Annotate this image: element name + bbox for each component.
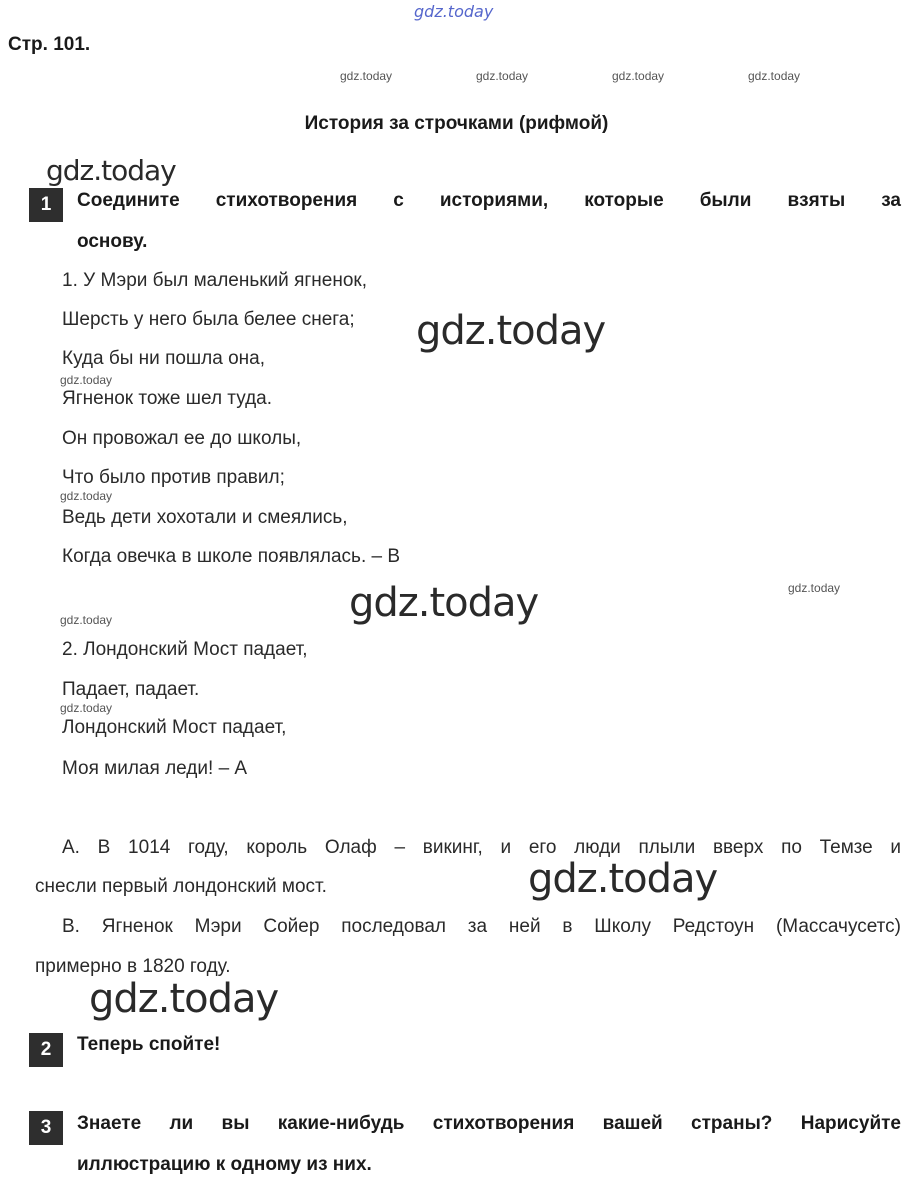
watermark-small: gdz.today: [748, 69, 801, 83]
watermark-small: gdz.today: [60, 613, 113, 627]
poem-line: 1. У Мэри был маленький ягненок,: [62, 270, 367, 291]
poem-line: Шерсть у него была белее снега;: [62, 309, 355, 330]
story-b: В. Ягненок Мэри Сойер последовал за ней в Школу Редстоун (Массачусетс): [62, 916, 901, 937]
watermark-small: gdz.today: [60, 701, 113, 715]
watermark-small: gdz.today: [476, 69, 529, 83]
watermark-small: gdz.today: [60, 373, 113, 387]
watermark-large: gdz.today: [46, 154, 176, 187]
story-a: А. В 1014 году, король Олаф – викинг, и его люди плыли вверх по Темзе и: [62, 837, 901, 858]
poem-line: Куда бы ни пошла она,: [62, 348, 266, 369]
task-number-badge: 1: [29, 188, 63, 222]
poem-line: Что было против правил;: [62, 467, 285, 488]
page-number: Стр. 101.: [8, 34, 91, 55]
task-3-instruction: Знаете ли вы какие-нибудь стихотворения вашей страны? Нарисуйте: [77, 1113, 901, 1134]
task-number-badge: 2: [29, 1033, 63, 1067]
watermark-large: gdz.today: [416, 308, 606, 354]
task-1-instruction-cont: основу.: [77, 231, 148, 252]
poem-line: Ведь дети хохотали и смеялись,: [62, 507, 348, 528]
watermark-small: gdz.today: [788, 581, 841, 595]
watermark-large: gdz.today: [349, 580, 539, 626]
task-2-instruction: Теперь спойте!: [77, 1034, 221, 1055]
watermark-large: gdz.today: [528, 856, 718, 902]
poem-line: Когда овечка в школе появлялась. – В: [62, 546, 401, 567]
story-a-cont: снесли первый лондонский мост.: [35, 876, 327, 897]
story-b-cont: примерно в 1820 году.: [35, 956, 231, 977]
watermark-large: gdz.today: [89, 976, 279, 1022]
watermark-small: gdz.today: [612, 69, 665, 83]
poem-line: Он провожал ее до школы,: [62, 428, 302, 449]
task-1-instruction: Соедините стихотворения с историями, которые были взяты за: [77, 190, 901, 211]
poem-line: 2. Лондонский Мост падает,: [62, 639, 308, 660]
watermark-small: gdz.today: [60, 489, 113, 503]
task-number-badge: 3: [29, 1111, 63, 1145]
page-title: История за строчками (рифмой): [304, 113, 609, 134]
poem-line: Ягненок тоже шел туда.: [62, 388, 273, 409]
task-3-instruction-cont: иллюстрацию к одному из них.: [77, 1154, 372, 1175]
watermark-small: gdz.today: [340, 69, 393, 83]
poem-line: Лондонский Мост падает,: [62, 717, 287, 738]
poem-line: Падает, падает.: [62, 679, 200, 700]
poem-line: Моя милая леди! – А: [62, 758, 248, 779]
watermark-top: gdz.today: [414, 2, 494, 21]
